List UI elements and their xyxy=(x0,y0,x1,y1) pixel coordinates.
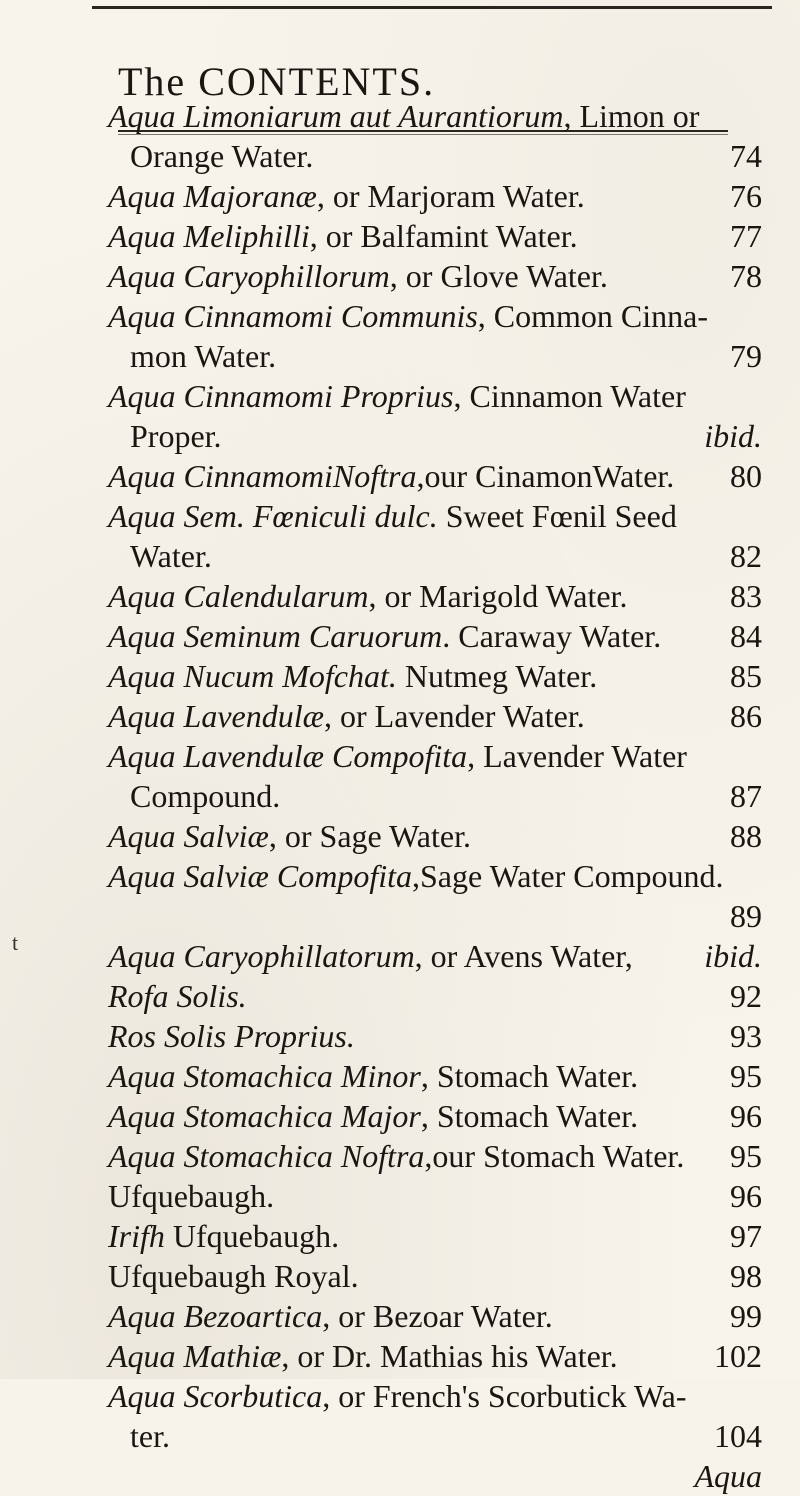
contents-entry xyxy=(108,136,768,176)
entry-latin: Aqua Mathiæ xyxy=(108,1338,282,1374)
entry-latin: Aqua Seminum Caruorum xyxy=(108,618,443,654)
entry-english: , or Sage Water. xyxy=(268,818,471,854)
contents-entry xyxy=(108,216,768,256)
entry-latin: Aqua Salviæ Compofita xyxy=(108,858,412,894)
entry-latin: Aqua Stomachica Major xyxy=(108,1098,421,1134)
entry-title xyxy=(130,336,276,376)
entry-latin: Aqua Salviæ xyxy=(108,818,269,854)
entry-page-number: 97 xyxy=(730,1218,762,1254)
entry-title xyxy=(108,616,661,656)
entry-latin: Aqua CinnamomiNoftra xyxy=(108,458,417,494)
entry-english: , or Marigold Water. xyxy=(368,578,628,614)
entry-title xyxy=(130,136,313,176)
entry-english: , or Dr. Mathias his Water. xyxy=(281,1338,618,1374)
entry-english: , or Balfamint Water. xyxy=(309,218,578,254)
entry-english: ,Sage Water Compound. xyxy=(412,858,724,894)
entry-english: Ufquebaugh. xyxy=(108,1178,275,1214)
entry-latin: Aqua Lavendulæ xyxy=(108,698,324,734)
entry-title xyxy=(108,1256,359,1296)
entry-title xyxy=(130,536,212,576)
entry-english: , or French's Scorbutick Wa- xyxy=(322,1378,687,1414)
entry-page-number: 83 xyxy=(730,578,762,614)
entry-english: Water. xyxy=(130,538,212,574)
entry-title xyxy=(108,936,633,976)
entry-page-number: 96 xyxy=(730,1178,762,1214)
contents-entry xyxy=(108,1136,768,1176)
contents-entry xyxy=(108,456,768,496)
entry-english: Orange Water. xyxy=(130,138,314,174)
entry-latin: Aqua Nucum Mofchat. xyxy=(108,658,397,694)
entry-title xyxy=(108,1136,684,1176)
contents-entry xyxy=(108,496,768,536)
entry-page-number: ibid. xyxy=(704,938,762,974)
top-rule xyxy=(92,6,772,9)
entry-title xyxy=(108,1216,339,1256)
contents-entry xyxy=(108,816,768,856)
entry-page-number: 96 xyxy=(730,1098,762,1134)
entry-english: , or Bezoar Water. xyxy=(322,1298,553,1334)
entry-title xyxy=(108,1056,638,1096)
entry-english: , or Marjoram Water. xyxy=(316,178,585,214)
entry-latin: Aqua Sem. Fœniculi dulc. xyxy=(108,498,438,534)
entry-english: . Caraway Water. xyxy=(442,618,662,654)
entry-title xyxy=(108,696,585,736)
entry-latin: Aqua Caryophillatorum xyxy=(108,938,415,974)
entry-latin: Ros Solis Proprius. xyxy=(108,1018,355,1054)
entry-page-number: 89 xyxy=(730,898,762,934)
entry-latin: Aqua Caryophillorum xyxy=(108,258,390,294)
entry-english: , Stomach Water. xyxy=(420,1098,639,1134)
entry-page-number: 102 xyxy=(714,1338,762,1374)
entry-page-number: 74 xyxy=(730,138,762,174)
entry-title xyxy=(108,656,597,696)
entry-english: mon Water. xyxy=(130,338,277,374)
contents-entry xyxy=(108,696,768,736)
contents-entry xyxy=(108,536,768,576)
entry-english: , Stomach Water. xyxy=(420,1058,639,1094)
entry-english: Ufquebaugh Royal. xyxy=(108,1258,359,1294)
contents-entry xyxy=(108,576,768,616)
entry-title xyxy=(108,1376,686,1416)
entry-english: , Lavender Water xyxy=(467,738,687,774)
entry-latin: Aqua Limoniarum aut Aurantiorum xyxy=(108,98,564,134)
entry-title xyxy=(108,496,677,536)
entry-page-number: 80 xyxy=(730,458,762,494)
entry-page-number: 77 xyxy=(730,218,762,254)
entry-page-number: 78 xyxy=(730,258,762,294)
entry-english: Compound. xyxy=(130,778,281,814)
entry-page-number: 95 xyxy=(730,1138,762,1174)
contents-entry xyxy=(108,1176,768,1216)
entry-page-number: 84 xyxy=(730,618,762,654)
entry-title xyxy=(108,256,608,296)
entry-english: Nutmeg Water. xyxy=(396,658,598,694)
entry-latin: Aqua Stomachica Minor xyxy=(108,1058,421,1094)
contents-entry xyxy=(108,936,768,976)
entry-latin: Aqua Cinnamomi Communis xyxy=(108,298,478,334)
contents-entry xyxy=(108,1376,768,1416)
entry-latin: Aqua Lavendulæ Compofita xyxy=(108,738,468,774)
entry-title xyxy=(108,1296,553,1336)
entry-title xyxy=(108,976,247,1016)
contents-entry xyxy=(108,1216,768,1256)
entry-english: ter. xyxy=(130,1418,170,1454)
entry-title xyxy=(108,576,627,616)
entry-english: Ufquebaugh. xyxy=(164,1218,340,1254)
contents-entry xyxy=(108,1456,768,1496)
contents-entry xyxy=(108,736,768,776)
entry-page-number: 76 xyxy=(730,178,762,214)
entry-english: , or Glove Water. xyxy=(389,258,608,294)
contents-entry xyxy=(108,1096,768,1136)
entry-page-number: 104 xyxy=(714,1418,762,1454)
entry-page-number: Aqua xyxy=(694,1458,762,1494)
entry-english: Proper. xyxy=(130,418,222,454)
contents-entry xyxy=(108,896,768,936)
entry-page-number: 93 xyxy=(730,1018,762,1054)
entry-page-number: 98 xyxy=(730,1258,762,1294)
contents-entry xyxy=(108,1296,768,1336)
entry-english: ,our Stomach Water. xyxy=(424,1138,685,1174)
entry-page-number: 88 xyxy=(730,818,762,854)
entry-title xyxy=(108,1176,274,1216)
entry-page-number: 87 xyxy=(730,778,762,814)
contents-entry xyxy=(108,776,768,816)
entry-title xyxy=(108,176,585,216)
contents-entry xyxy=(108,376,768,416)
contents-entry xyxy=(108,1056,768,1096)
entry-english: ,our CinamonWater. xyxy=(416,458,675,494)
entry-english: , Cinnamon Water xyxy=(453,378,686,414)
entry-latin: Aqua Scorbutica xyxy=(108,1378,323,1414)
entry-title xyxy=(130,416,222,456)
entry-english: , or Avens Water, xyxy=(414,938,633,974)
entry-title xyxy=(130,1416,170,1456)
contents-entry xyxy=(108,296,768,336)
entry-latin: Aqua Majoranæ xyxy=(108,178,317,214)
entry-title xyxy=(108,816,471,856)
entry-title xyxy=(108,296,708,336)
entry-latin: Aqua Cinnamomi Proprius xyxy=(108,378,454,414)
entry-latin: Irifh xyxy=(108,1218,165,1254)
contents-list xyxy=(108,96,768,1496)
contents-entry xyxy=(108,176,768,216)
contents-entry xyxy=(108,616,768,656)
contents-entry xyxy=(108,856,768,896)
entry-page-number: 79 xyxy=(730,338,762,374)
entry-english: , Limon or xyxy=(563,98,700,134)
entry-page-number: 95 xyxy=(730,1058,762,1094)
entry-title xyxy=(108,96,699,136)
entry-english: Sweet Fœnil Seed xyxy=(437,498,677,534)
entry-latin: Aqua Bezoartica xyxy=(108,1298,323,1334)
contents-entry xyxy=(108,1416,768,1456)
contents-entry xyxy=(108,976,768,1016)
entry-english: , or Lavender Water. xyxy=(323,698,585,734)
entry-latin: Aqua Stomachica Noftra xyxy=(108,1138,425,1174)
entry-title xyxy=(108,856,723,896)
contents-entry xyxy=(108,1256,768,1296)
entry-latin: Aqua Meliphilli xyxy=(108,218,310,254)
contents-entry xyxy=(108,1016,768,1056)
contents-entry xyxy=(108,1336,768,1376)
page-title: The CONTENTS. xyxy=(118,59,436,104)
entry-latin: Rofa Solis. xyxy=(108,978,247,1014)
contents-entry xyxy=(108,96,768,136)
margin-mark: t xyxy=(12,930,19,955)
contents-entry xyxy=(108,336,768,376)
contents-entry xyxy=(108,256,768,296)
contents-entry xyxy=(108,416,768,456)
entry-latin: Aqua Calendularum xyxy=(108,578,369,614)
entry-title xyxy=(130,776,280,816)
entry-title xyxy=(108,376,686,416)
entry-page-number: 99 xyxy=(730,1298,762,1334)
entry-page-number: 82 xyxy=(730,538,762,574)
entry-page-number: 86 xyxy=(730,698,762,734)
entry-title xyxy=(108,456,674,496)
entry-page-number: ibid. xyxy=(704,418,762,454)
entry-title xyxy=(108,1096,638,1136)
entry-title xyxy=(108,216,578,256)
entry-title xyxy=(108,736,687,776)
entry-page-number: 92 xyxy=(730,978,762,1014)
entry-title xyxy=(108,1016,355,1056)
entry-title xyxy=(108,1336,618,1376)
contents-entry xyxy=(108,656,768,696)
entry-english: , Common Cinna- xyxy=(477,298,709,334)
entry-page-number: 85 xyxy=(730,658,762,694)
